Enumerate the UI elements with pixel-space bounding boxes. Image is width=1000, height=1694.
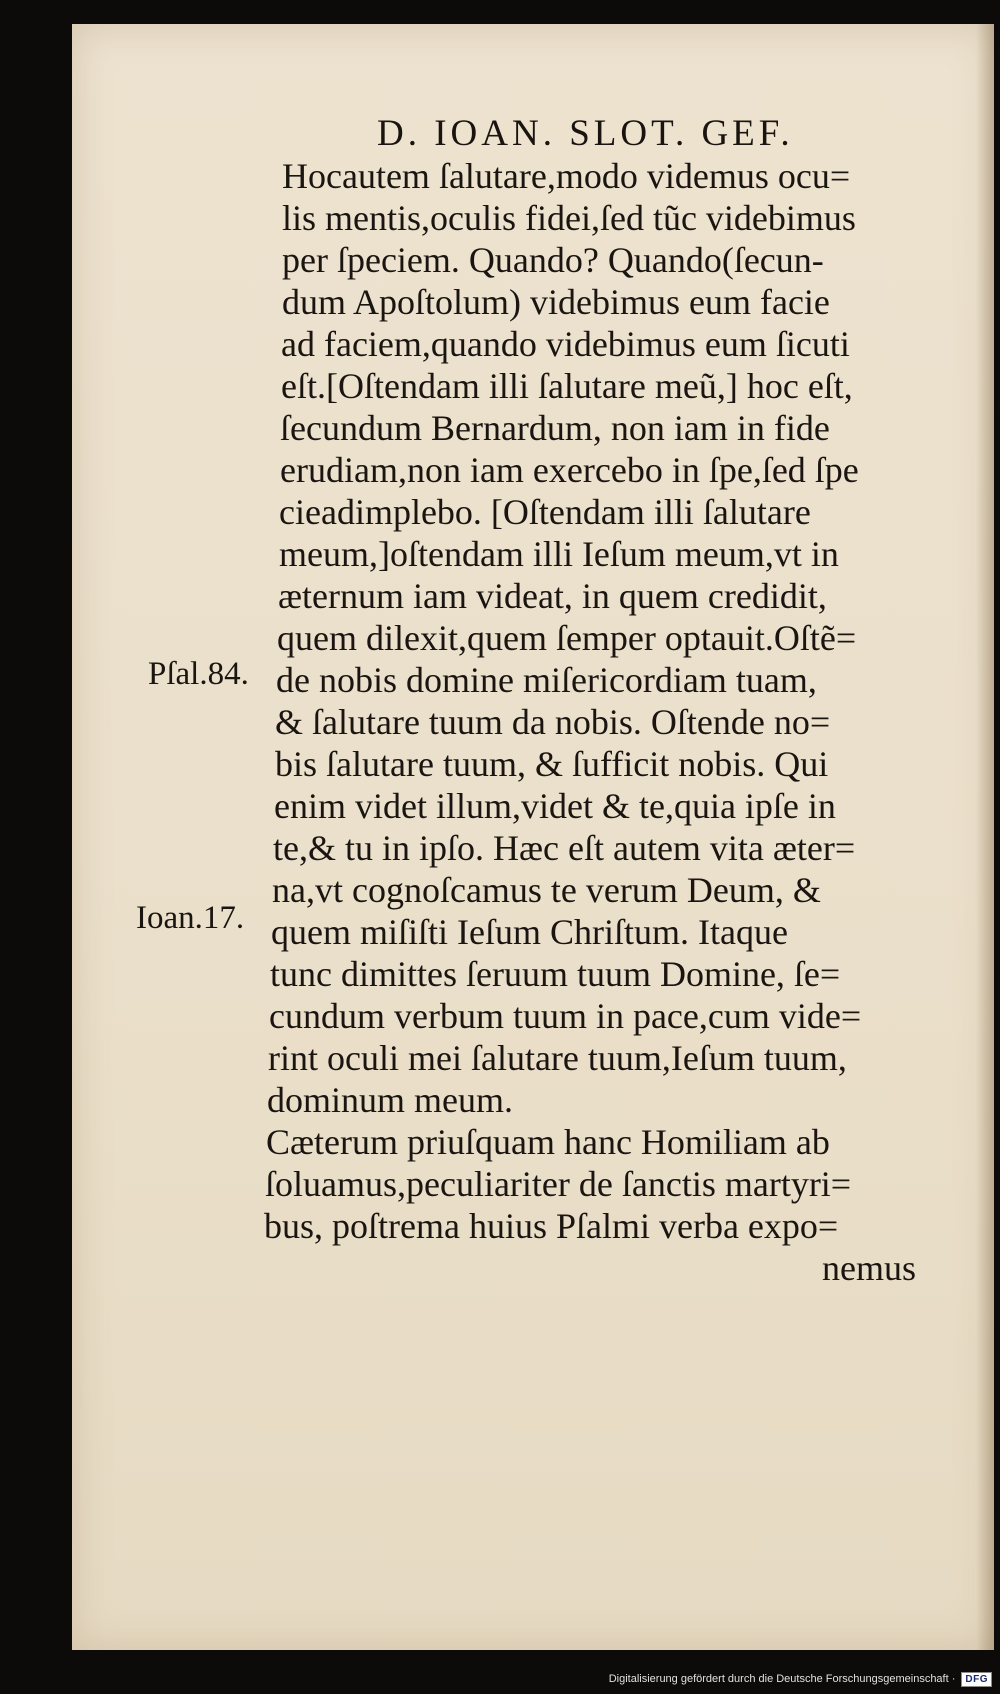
margin-note-john: Ioan.17. [136,900,245,936]
text-line: erudiam,non iam exercebo in ſpe,ſed ſpe [280,450,859,490]
text-line: te,& tu in ipſo. Hæc eſt autem vita æter= [273,828,856,868]
text-line: bus, poſtrema huius Pſalmi verba expo= [264,1206,839,1246]
text-line: Cæterum priuſquam hanc Homiliam ab [266,1122,830,1162]
text-line: cundum verbum tuum in pace,cum vide= [269,996,862,1036]
credit-text: Digitalisierung gefördert durch die Deutsche Forschungsgemeinschaft · [608,1673,956,1685]
text-line: & ſalutare tuum da nobis. Oſtende no= [275,702,831,742]
margin-note-psalm: Pſal.84. [148,656,249,692]
text-line: lis mentis,oculis fidei,ſed tũc videbimus [282,198,856,238]
running-head: D. IOAN. SLOT. GEF. [377,113,794,154]
text-line: de nobis domine miſericordiam tuam, [276,660,817,700]
text-line: quem miſiſti Ieſum Chriſtum. Itaque [271,912,788,952]
text-line: Hocautem ſalutare,modo videmus ocu= [282,156,851,196]
dfg-logo: DFG [961,1672,992,1687]
text-line: per ſpeciem. Quando? Quando(ſecun- [282,240,824,280]
text-line: eſt.[Oſtendam illi ſalutare meũ,] hoc eſt, [281,366,853,406]
text-line: enim videt illum,videt & te,quia ipſe in [274,786,836,826]
page-edge-shadow [976,24,994,1650]
text-line: ſecundum Bernardum, non iam in fide [280,408,830,448]
text-line: ad faciem,quando videbimus eum ſicuti [281,324,850,364]
book-page [72,24,994,1650]
text-line: rint oculi mei ſalutare tuum,Ieſum tuum, [268,1038,847,1078]
text-line: dominum meum. [267,1080,513,1120]
text-line: tunc dimittes ſeruum tuum Domine, ſe= [270,954,841,994]
text-line: quem dilexit,quem ſemper optauit.Oſtẽ= [277,618,857,658]
text-line: ſoluamus,peculiariter de ſanctis martyri= [265,1164,852,1204]
text-line: bis ſalutare tuum, & ſufficit nobis. Qui [275,744,829,784]
text-line: æternum iam videat, in quem credidit, [278,576,827,616]
catchword: nemus [822,1248,916,1288]
text-line: dum Apoſtolum) videbimus eum facie [282,282,830,322]
text-line: meum,]oſtendam illi Ieſum meum,vt in [279,534,839,574]
digitization-credit [609,1668,992,1690]
text-line: cieadimplebo. [Oſtendam illi ſalutare [279,492,811,532]
text-line: na,vt cognoſcamus te verum Deum, & [272,870,821,910]
